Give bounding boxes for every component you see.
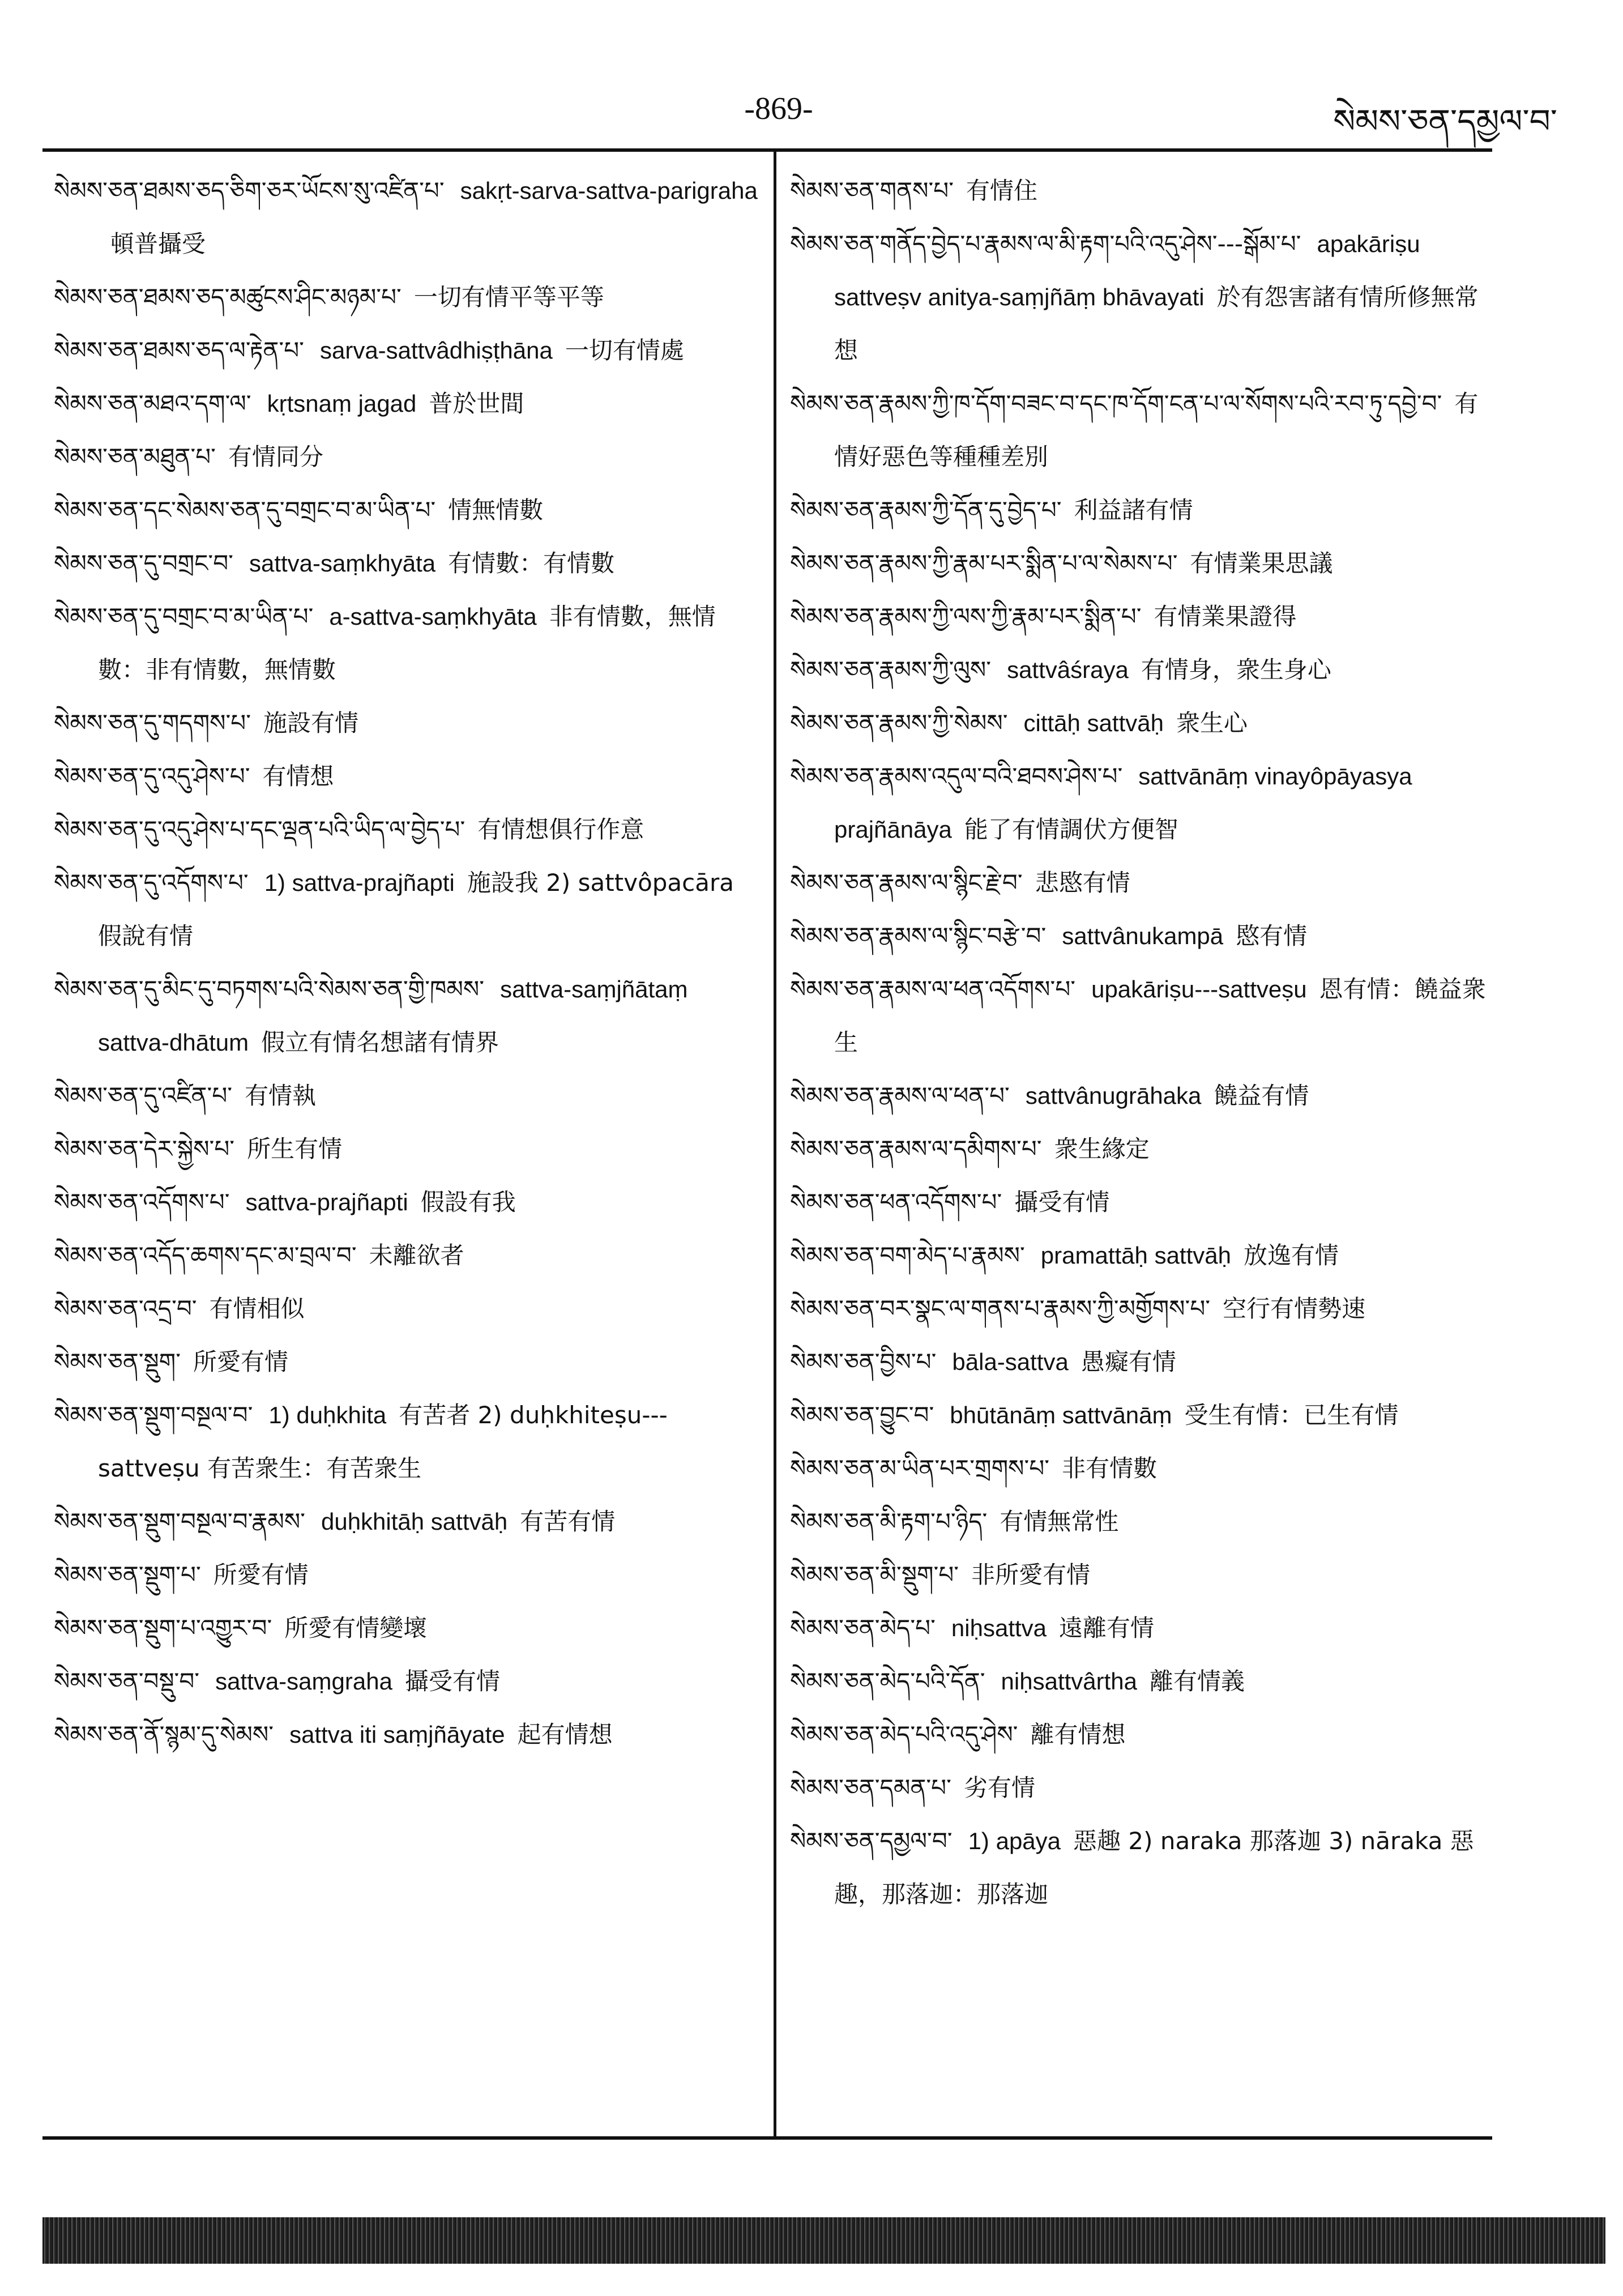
tibetan-headword: སེམས་ཅན་མེད་པ་ bbox=[790, 1614, 936, 1642]
tibetan-headword: སེམས་ཅན་རྣམས་ཀྱི་རྣམ་པར་སྨིན་པ་ལ་སེམས་པ་ bbox=[790, 549, 1178, 577]
tibetan-headword: སེམས་ཅན་དུ་འཛིན་པ་ bbox=[54, 1082, 233, 1109]
chinese-gloss: 有情住 bbox=[966, 177, 1038, 204]
tibetan-headword: སེམས་ཅན་དུ་བགྲང་བ་ bbox=[54, 549, 233, 577]
chinese-gloss: 有情數：有情數 bbox=[448, 549, 615, 577]
chinese-gloss: 有情身，衆生身心 bbox=[1141, 656, 1331, 684]
tibetan-headword: སེམས་ཅན་དུ་གདགས་པ་ bbox=[54, 709, 251, 737]
dictionary-entry bbox=[54, 1548, 762, 1602]
top-rule bbox=[42, 148, 1492, 152]
chinese-gloss: 愚癡有情 bbox=[1080, 1348, 1176, 1376]
dictionary-entry bbox=[790, 1442, 1498, 1495]
chinese-gloss: 未離欲者 bbox=[369, 1241, 464, 1269]
chinese-gloss: 有情無常性 bbox=[1000, 1508, 1119, 1535]
dictionary-entry bbox=[54, 1389, 762, 1495]
dictionary-entry bbox=[54, 590, 762, 697]
sanskrit-equivalent: apakāriṣu sattveṣv anitya-saṃjñāṃ bhāvayati bbox=[834, 231, 1420, 310]
dictionary-entry bbox=[54, 537, 762, 590]
scan-edge-band bbox=[42, 2217, 1605, 2264]
tibetan-headword: སེམས་ཅན་སྡུག་ bbox=[54, 1348, 181, 1376]
chinese-gloss: 一切有情處 bbox=[565, 336, 684, 364]
chinese-gloss: 所愛有情 bbox=[193, 1348, 289, 1376]
tibetan-headword: སེམས་ཅན་མེད་པའི་འདུ་ཤེས་ bbox=[790, 1721, 1018, 1748]
tibetan-headword: སེམས་ཅན་བྱིས་པ་ bbox=[790, 1348, 937, 1376]
dictionary-entry bbox=[54, 1335, 762, 1389]
tibetan-headword: སེམས་ཅན་གནས་པ་ bbox=[790, 177, 954, 204]
tibetan-headword: སེམས་ཅན་ཐམས་ཅད་མཚུངས་ཤིང་མཉམ་པ་ bbox=[54, 283, 402, 311]
chinese-gloss: 惡趣 2) naraka 那落迦 3) nāraka 惡趣，那落迦：那落迦 bbox=[834, 1827, 1474, 1908]
tibetan-headword: སེམས་ཅན་རྣམས་ཀྱི་སེམས་ bbox=[790, 709, 1008, 737]
dictionary-entry bbox=[790, 1229, 1498, 1282]
chinese-gloss: 有情執 bbox=[245, 1082, 317, 1109]
tibetan-headword: སེམས་ཅན་མ་ཡིན་པར་གྲགས་པ་ bbox=[790, 1454, 1050, 1482]
chinese-gloss: 施設有情 bbox=[263, 709, 359, 737]
dictionary-entry bbox=[54, 750, 762, 803]
tibetan-headword: སེམས་ཅན་དུ་མིང་དུ་བཏགས་པའི་སེམས་ཅན་གྱི་ཁམས་ bbox=[54, 975, 485, 1003]
tibetan-headword: སེམས་ཅན་ཐམས་ཅད་ཅིག་ཅར་ཡོངས་སུ་འཛིན་པ་ bbox=[54, 177, 445, 204]
sanskrit-equivalent: a-sattva-saṃkhyāta bbox=[329, 603, 537, 630]
dictionary-entry bbox=[790, 377, 1498, 484]
chinese-gloss: 受生有情：已生有情 bbox=[1184, 1401, 1399, 1429]
column-divider bbox=[774, 151, 776, 2137]
dictionary-entry bbox=[790, 217, 1498, 377]
tibetan-headword: སེམས་ཅན་རྣམས་འདུལ་བའི་ཐབས་ཤེས་པ་ bbox=[790, 762, 1123, 790]
sanskrit-equivalent: niḥsattvârtha bbox=[1001, 1668, 1138, 1695]
dictionary-entry bbox=[790, 484, 1498, 537]
sanskrit-equivalent: 1) apāya bbox=[968, 1828, 1061, 1854]
chinese-gloss: 有情好惡色等種種差別 bbox=[834, 390, 1479, 471]
tibetan-headword: སེམས་ཅན་རྣམས་ལ་ཕན་འདོགས་པ་ bbox=[790, 975, 1076, 1003]
chinese-gloss: 攝受有情 bbox=[404, 1667, 500, 1695]
tibetan-headword: སེམས་ཅན་དུ་འདུ་ཤེས་པ་དང་ལྡན་པའི་ཡིད་ལ་བྱེད་པ་ bbox=[54, 816, 465, 843]
chinese-gloss: 有苦者 2) duḥkhiteṣu---sattveṣu 有苦衆生：有苦衆生 bbox=[98, 1401, 668, 1482]
dictionary-entry bbox=[790, 1282, 1498, 1335]
chinese-gloss: 遠離有情 bbox=[1059, 1614, 1155, 1642]
dictionary-entry bbox=[54, 1176, 762, 1229]
dictionary-entry bbox=[54, 1229, 762, 1282]
tibetan-headword: སེམས་ཅན་དམྱལ་བ་ bbox=[790, 1827, 953, 1855]
sanskrit-equivalent: 1) duḥkhita bbox=[268, 1402, 387, 1428]
chinese-gloss: 有情業果證得 bbox=[1154, 603, 1297, 630]
dictionary-entry bbox=[790, 164, 1498, 217]
dictionary-entry bbox=[790, 1815, 1498, 1921]
dictionary-entry bbox=[54, 1708, 762, 1761]
chinese-gloss: 有苦有情 bbox=[520, 1508, 616, 1535]
tibetan-headword: སེམས་ཅན་འདྲ་བ་ bbox=[54, 1295, 197, 1322]
tibetan-headword: སེམས་ཅན་དུ་བགྲང་བ་མ་ཡིན་པ་ bbox=[54, 603, 314, 630]
chinese-gloss: 於有怨害諸有情所修無常想 bbox=[834, 283, 1479, 364]
chinese-gloss: 頓普攝受 bbox=[110, 230, 206, 258]
sanskrit-equivalent: cittāḥ sattvāḥ bbox=[1023, 710, 1164, 736]
chinese-gloss: 一切有情平等平等 bbox=[413, 283, 604, 311]
page-number: -869- bbox=[744, 91, 813, 126]
chinese-gloss: 假設有我 bbox=[420, 1188, 516, 1216]
tibetan-headword: སེམས་ཅན་སྡུག་པ་ bbox=[54, 1561, 201, 1589]
chinese-gloss: 所愛有情 bbox=[213, 1561, 309, 1589]
tibetan-headword: སེམས་ཅན་རྣམས་ཀྱི་ལུས་ bbox=[790, 656, 992, 684]
sanskrit-equivalent: sarva-sattvâdhiṣṭhāna bbox=[319, 337, 553, 364]
sanskrit-equivalent: sattvānāṃ vinayôpāyasya prajñānāya bbox=[834, 763, 1412, 843]
dictionary-entry bbox=[790, 1602, 1498, 1655]
sanskrit-equivalent: sattva-prajñapti bbox=[245, 1189, 408, 1215]
dictionary-entry bbox=[790, 1335, 1498, 1389]
tibetan-headword: སེམས་ཅན་བག་མེད་པ་རྣམས་ bbox=[790, 1241, 1025, 1269]
sanskrit-equivalent: sakṛt-sarva-sattva-parigraha bbox=[460, 177, 758, 204]
chinese-gloss: 有情同分 bbox=[228, 443, 323, 471]
tibetan-headword: སེམས་ཅན་དམན་པ་ bbox=[790, 1774, 951, 1802]
chinese-gloss: 非有情數 bbox=[1062, 1454, 1158, 1482]
dictionary-entry bbox=[54, 1282, 762, 1335]
tibetan-headword: སེམས་ཅན་མེད་པའི་དོན་ bbox=[790, 1667, 985, 1695]
dictionary-entry bbox=[54, 1123, 762, 1176]
tibetan-headword: སེམས་ཅན་གནོད་བྱེད་པ་རྣམས་ལ་མི་རྟག་པའི་འདུ་ཤེས་---སྒོམ་པ་ bbox=[790, 230, 1301, 258]
dictionary-entry bbox=[54, 164, 762, 271]
tibetan-headword: སེམས་ཅན་ནོ་སྙམ་དུ་སེམས་ bbox=[54, 1721, 274, 1748]
dictionary-entry bbox=[54, 1655, 762, 1708]
chinese-gloss: 能了有情調伏方便智 bbox=[964, 816, 1178, 843]
chinese-gloss: 放逸有情 bbox=[1243, 1241, 1339, 1269]
chinese-gloss: 恩有情：饒益衆生 bbox=[834, 975, 1486, 1056]
dictionary-entry bbox=[54, 377, 762, 430]
chinese-gloss: 衆生緣定 bbox=[1054, 1135, 1150, 1163]
dictionary-entry bbox=[54, 430, 762, 484]
sanskrit-equivalent: pramattāḥ sattvāḥ bbox=[1040, 1242, 1231, 1269]
sanskrit-equivalent: sattvâśraya bbox=[1007, 656, 1129, 683]
dictionary-entry bbox=[54, 1495, 762, 1548]
chinese-gloss: 離有情義 bbox=[1150, 1667, 1245, 1695]
chinese-gloss: 有情想俱行作意 bbox=[477, 816, 644, 843]
dictionary-entry bbox=[790, 643, 1498, 697]
dictionary-entry bbox=[790, 1176, 1498, 1229]
dictionary-entry bbox=[790, 590, 1498, 643]
dictionary-entry bbox=[54, 271, 762, 324]
bottom-rule bbox=[42, 2136, 1492, 2140]
chinese-gloss: 起有情想 bbox=[517, 1721, 613, 1748]
chinese-gloss: 離有情想 bbox=[1030, 1721, 1126, 1748]
dictionary-entry bbox=[54, 963, 762, 1069]
dictionary-entry bbox=[790, 910, 1498, 963]
sanskrit-equivalent: niḥsattva bbox=[951, 1615, 1047, 1641]
dictionary-entry bbox=[790, 1069, 1498, 1123]
chinese-gloss: 施設我 2) sattvôpacāra 假說有情 bbox=[98, 869, 734, 950]
dictionary-entry bbox=[790, 1389, 1498, 1442]
chinese-gloss: 所生有情 bbox=[247, 1135, 343, 1163]
sanskrit-equivalent: sattvânugrāhaka bbox=[1025, 1082, 1202, 1109]
dictionary-entry bbox=[790, 1761, 1498, 1815]
dictionary-entry bbox=[790, 1708, 1498, 1761]
chinese-gloss: 非有情數，無情數：非有情數，無情數 bbox=[98, 603, 716, 684]
chinese-gloss: 饒益有情 bbox=[1214, 1082, 1309, 1109]
left-column bbox=[54, 164, 762, 1761]
tibetan-headword: སེམས་ཅན་མི་རྟག་པ་ཉིད་ bbox=[790, 1508, 988, 1535]
dictionary-entry bbox=[790, 697, 1498, 750]
tibetan-headword: སེམས་ཅན་དུ་འདུ་ཤེས་པ་ bbox=[54, 762, 250, 790]
dictionary-entry bbox=[54, 1069, 762, 1123]
tibetan-headword: སེམས་ཅན་དེར་སྐྱེས་པ་ bbox=[54, 1135, 235, 1163]
sanskrit-equivalent: 1) sattva-prajñapti bbox=[264, 869, 455, 896]
dictionary-entry bbox=[790, 963, 1498, 1069]
sanskrit-equivalent: sattva-saṃgraha bbox=[215, 1668, 392, 1695]
running-head: སེམས་ཅན་དམྱལ་བ་ bbox=[1333, 102, 1557, 140]
dictionary-entry bbox=[54, 1602, 762, 1655]
dictionary-entry bbox=[54, 697, 762, 750]
chinese-gloss: 愍有情 bbox=[1236, 922, 1308, 950]
dictionary-entry bbox=[790, 856, 1498, 910]
tibetan-headword: སེམས་ཅན་མཐུན་པ་ bbox=[54, 443, 216, 471]
tibetan-headword: སེམས་ཅན་རྣམས་ཀྱི་དོན་དུ་བྱེད་པ་ bbox=[790, 496, 1062, 524]
chinese-gloss: 攝受有情 bbox=[1014, 1188, 1110, 1216]
tibetan-headword: སེམས་ཅན་བྱུང་བ་ bbox=[790, 1401, 934, 1429]
tibetan-headword: སེམས་ཅན་འདོད་ཆགས་དང་མ་བྲལ་བ་ bbox=[54, 1241, 357, 1269]
tibetan-headword: སེམས་ཅན་མཐའ་དག་ལ་ bbox=[54, 390, 251, 417]
tibetan-headword: སེམས་ཅན་སྡུག་བསྔལ་བ་རྣམས་ bbox=[54, 1508, 305, 1535]
sanskrit-equivalent: sattvânukampā bbox=[1062, 923, 1224, 949]
chinese-gloss: 劣有情 bbox=[963, 1774, 1035, 1802]
tibetan-headword: སེམས་ཅན་ཕན་འདོགས་པ་ bbox=[790, 1188, 1002, 1216]
chinese-gloss: 利益諸有情 bbox=[1074, 496, 1193, 524]
chinese-gloss: 假立有情名想諸有情界 bbox=[261, 1028, 499, 1056]
dictionary-entry bbox=[790, 1123, 1498, 1176]
dictionary-entry bbox=[790, 1548, 1498, 1602]
chinese-gloss: 衆生心 bbox=[1176, 709, 1248, 737]
sanskrit-equivalent: sattva-saṃjñātaṃ sattva-dhātum bbox=[98, 976, 688, 1056]
chinese-gloss: 普於世間 bbox=[429, 390, 524, 417]
chinese-gloss: 空行有情勢速 bbox=[1223, 1295, 1366, 1322]
sanskrit-equivalent: sattva iti saṃjñāyate bbox=[289, 1721, 505, 1748]
dictionary-entry bbox=[790, 750, 1498, 856]
sanskrit-equivalent: sattva-saṃkhyāta bbox=[249, 550, 436, 577]
chinese-gloss: 情無情數 bbox=[448, 496, 544, 524]
sanskrit-equivalent: bhūtānāṃ sattvānāṃ bbox=[950, 1402, 1172, 1428]
tibetan-headword: སེམས་ཅན་རྣམས་ལ་ཕན་པ་ bbox=[790, 1082, 1010, 1109]
tibetan-headword: སེམས་ཅན་མི་སྡུག་པ་ bbox=[790, 1561, 959, 1589]
tibetan-headword: སེམས་ཅན་སྡུག་པ་འགྱུར་བ་ bbox=[54, 1614, 272, 1642]
tibetan-headword: སེམས་ཅན་ཐམས་ཅད་ལ་རྟེན་པ་ bbox=[54, 336, 304, 364]
chinese-gloss: 有情相似 bbox=[209, 1295, 305, 1322]
dictionary-entry bbox=[54, 856, 762, 963]
tibetan-headword: སེམས་ཅན་རྣམས་ལ་སྙིང་བརྩེ་བ་ bbox=[790, 922, 1047, 950]
tibetan-headword: སེམས་ཅན་རྣམས་ལ་དམིགས་པ་ bbox=[790, 1135, 1042, 1163]
tibetan-headword: སེམས་ཅན་དུ་འདོགས་པ་ bbox=[54, 869, 249, 897]
dictionary-entry bbox=[790, 1655, 1498, 1708]
dictionary-entry bbox=[54, 803, 762, 856]
chinese-gloss: 有情想 bbox=[262, 762, 334, 790]
dictionary-entry bbox=[790, 1495, 1498, 1548]
tibetan-headword: སེམས་ཅན་འདོགས་པ་ bbox=[54, 1188, 230, 1216]
chinese-gloss: 悲愍有情 bbox=[1035, 869, 1130, 897]
sanskrit-equivalent: duḥkhitāḥ sattvāḥ bbox=[321, 1508, 508, 1535]
sanskrit-equivalent: bāla-sattva bbox=[952, 1348, 1069, 1375]
tibetan-headword: སེམས་ཅན་རྣམས་ལ་སྙིང་རྗེ་བ་ bbox=[790, 869, 1023, 897]
right-column bbox=[790, 164, 1498, 1921]
tibetan-headword: སེམས་ཅན་དང་སེམས་ཅན་དུ་བགྲང་བ་མ་ཡིན་པ་ bbox=[54, 496, 436, 524]
tibetan-headword: སེམས་ཅན་རྣམས་ཀྱི་ལས་ཀྱི་རྣམ་པར་སྨིན་པ་ bbox=[790, 603, 1142, 630]
dictionary-entry bbox=[54, 484, 762, 537]
tibetan-headword: སེམས་ཅན་བར་སྣང་ལ་གནས་པ་རྣམས་ཀྱི་མགྱོགས་པ་ bbox=[790, 1295, 1211, 1322]
sanskrit-equivalent: upakāriṣu---sattveṣu bbox=[1091, 976, 1307, 1002]
dictionary-entry bbox=[54, 324, 762, 377]
chinese-gloss: 所愛有情變壞 bbox=[284, 1614, 428, 1642]
tibetan-headword: སེམས་ཅན་བསྡུ་བ་ bbox=[54, 1667, 200, 1695]
tibetan-headword: སེམས་ཅན་རྣམས་ཀྱི་ཁ་དོག་བཟང་བ་དང་ཁ་དོག་ངན་པ་ལ་སོགས་པའི་རབ་ཏུ་དབྱེ་བ་ bbox=[790, 390, 1442, 417]
sanskrit-equivalent: kṛtsnaṃ jagad bbox=[267, 390, 417, 417]
chinese-gloss: 有情業果思議 bbox=[1190, 549, 1333, 577]
tibetan-headword: སེམས་ཅན་སྡུག་བསྔལ་བ་ bbox=[54, 1401, 253, 1429]
chinese-gloss: 非所愛有情 bbox=[971, 1561, 1091, 1589]
dictionary-entry bbox=[790, 537, 1498, 590]
